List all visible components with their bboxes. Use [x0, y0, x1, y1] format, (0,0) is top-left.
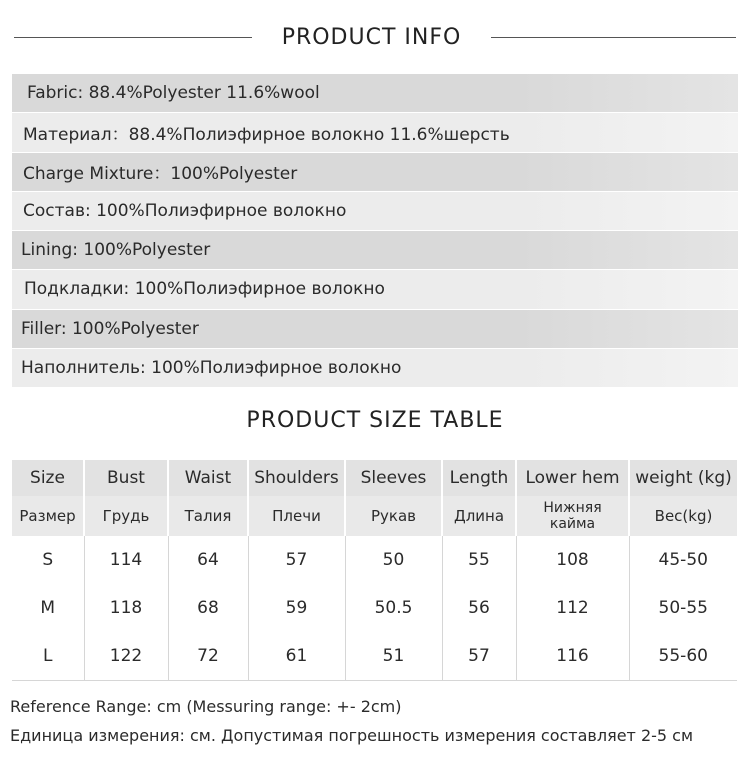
- col-header-length-ru: Длина: [442, 496, 516, 536]
- size-table-header-ru: [12, 496, 737, 536]
- col-header-waist-ru: Талия: [168, 496, 248, 536]
- col-header-sleeves: Sleeves: [345, 460, 442, 496]
- size-table-title: PRODUCT SIZE TABLE: [246, 408, 504, 433]
- info-row-charge-mixture: Charge Mixture：100%Polyester: [12, 153, 738, 192]
- product-info-title: PRODUCT INFO: [281, 25, 462, 50]
- table-cell: 57: [442, 632, 516, 681]
- table-row: [12, 584, 737, 632]
- info-row-lining-ru: Подкладки: 100%Полиэфирное волокно: [12, 270, 738, 309]
- table-cell: L: [12, 632, 84, 681]
- table-cell: 108: [516, 536, 629, 584]
- table-cell: 56: [442, 584, 516, 632]
- table-cell: 55: [442, 536, 516, 584]
- table-cell: 68: [168, 584, 248, 632]
- col-header-shoulders: Shoulders: [248, 460, 345, 496]
- info-row-fabric: Fabric: 88.4%Polyester 11.6%wool: [12, 74, 738, 113]
- col-header-bust: Bust: [84, 460, 168, 496]
- table-cell: 55-60: [629, 632, 737, 681]
- size-table: [12, 460, 737, 681]
- table-cell: 118: [84, 584, 168, 632]
- table-cell: 72: [168, 632, 248, 681]
- table-cell: 112: [516, 584, 629, 632]
- col-header-sleeves-ru: Рукав: [345, 496, 442, 536]
- table-cell: 64: [168, 536, 248, 584]
- product-info-header: [0, 20, 750, 56]
- table-cell: S: [12, 536, 84, 584]
- table-cell: 51: [345, 632, 442, 681]
- footer-reference-range-ru: Единица измерения: см. Допустимая погрешность измерения составляет 2-5 см: [10, 726, 694, 745]
- table-cell: 61: [248, 632, 345, 681]
- info-row-filler: Filler: 100%Polyester: [12, 310, 738, 349]
- col-header-waist: Waist: [168, 460, 248, 496]
- header-divider-right: [491, 37, 736, 38]
- info-row-filler-ru: Наполнитель: 100%Полиэфирное волокно: [12, 349, 738, 388]
- table-cell: 59: [248, 584, 345, 632]
- size-table-header-en: [12, 460, 737, 496]
- table-cell: 50.5: [345, 584, 442, 632]
- col-header-size: Size: [12, 460, 84, 496]
- col-header-weight: weight (kg): [629, 460, 737, 496]
- table-cell: 50-55: [658, 598, 708, 618]
- col-header-lower-hem: Lower hem: [516, 460, 629, 496]
- table-cell: 50: [345, 536, 442, 584]
- table-cell: 122: [84, 632, 168, 681]
- table-row: [12, 536, 737, 584]
- table-cell: 45-50: [658, 550, 708, 570]
- col-header-weight-ru: Вес(kg): [629, 496, 737, 536]
- info-row-material-ru: Материал：88.4%Полиэфирное волокно 11.6%шерсть: [12, 113, 738, 152]
- col-header-lower-hem-ru: Нижняя кайма: [516, 496, 629, 536]
- info-row-composition-ru: Состав: 100%Полиэфирное волокно: [12, 192, 738, 231]
- table-cell: M: [12, 584, 84, 632]
- header-divider-left: [14, 37, 252, 38]
- col-header-length: Length: [442, 460, 516, 496]
- info-row-lining: Lining: 100%Polyester: [12, 231, 738, 270]
- product-info-list: [12, 74, 738, 388]
- footer-reference-range: Reference Range: cm (Messuring range: +- 2cm): [10, 697, 402, 716]
- col-header-size-ru: Размер: [12, 496, 84, 536]
- table-cell: 57: [248, 536, 345, 584]
- col-header-bust-ru: Грудь: [84, 496, 168, 536]
- col-header-shoulders-ru: Плечи: [248, 496, 345, 536]
- table-cell: 116: [516, 632, 629, 681]
- table-cell: 114: [84, 536, 168, 584]
- table-row: [12, 632, 737, 681]
